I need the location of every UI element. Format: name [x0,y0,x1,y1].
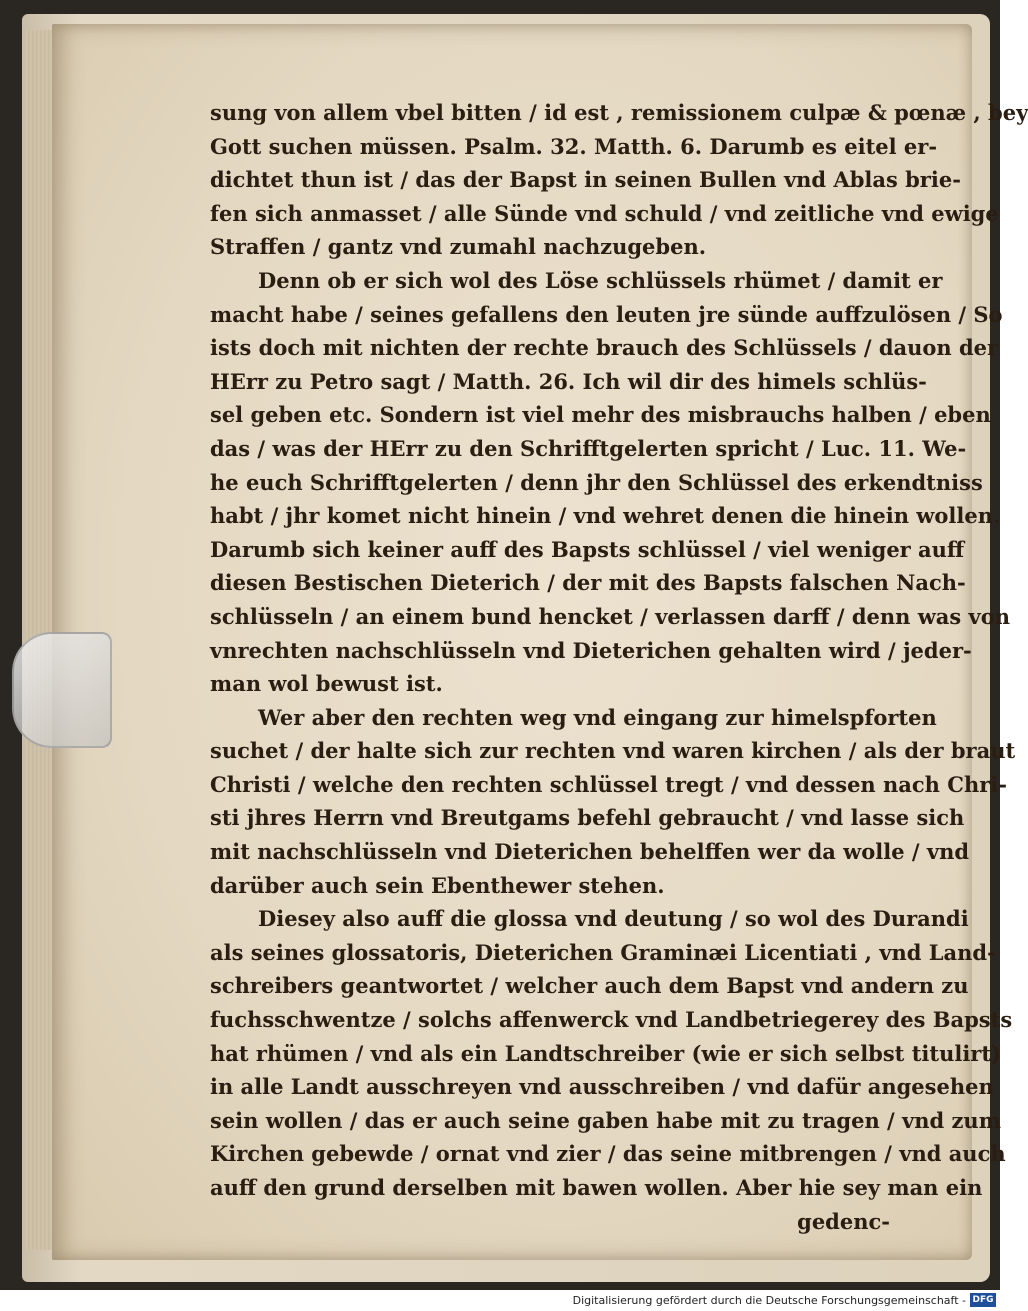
text-line: he euch Schrifftgelerten / denn jhr den Schlüssel des erkendtniss [210,469,983,495]
text-line: mit nachschlüsseln vnd Dieterichen behelffen wer da wolle / vnd [210,839,970,865]
text-line: in alle Landt ausschreyen vnd ausschreiben / vnd dafür angesehen [210,1074,994,1100]
text-line: suchet / der halte sich zur rechten vnd waren kirchen / als der braut [210,738,1016,764]
text-line: Wer aber den rechten weg vnd eingang zur himelspforten [258,704,937,730]
text-line: Diesey also auff die glossa vnd deutung / so wol des Durandi [258,906,969,932]
text-line: dichtet thun ist / das der Bapst in seinen Bullen vnd Ablas brie- [210,167,961,193]
text-line: HErr zu Petro sagt / Matth. 26. Ich wil dir des himels schlüs- [210,368,927,394]
footer-credit: Digitalisierung gefördert durch die Deutsche Forschungsgemeinschaft - [572,1294,966,1307]
text-line: schlüsseln / an einem bund hencket / verlassen darff / denn was von [210,603,1011,629]
text-line: ists doch mit nichten der rechte brauch des Schlüssels / dauon der [210,335,999,361]
text-line: habt / jhr komet nicht hinein / vnd wehret denen die hinein wollen. [210,503,1001,529]
page-text-block [210,96,1028,1238]
text-line: gedenc- [797,1208,890,1234]
text-line: sein wollen / das er auch seine gaben habe mit zu tragen / vnd zum [210,1107,1001,1133]
text-line: schreibers geantwortet / welcher auch dem Bapst vnd andern zu [210,973,969,999]
text-line: macht habe / seines gefallens den leuten jre sünde auffzulösen / So [210,301,1003,327]
text-line: diesen Bestischen Dieterich / der mit des Bapsts falschen Nach- [210,570,966,596]
text-line: das / was der HErr zu den Schrifftgelerten spricht / Luc. 11. We- [210,435,967,461]
text-line: hat rhümen / vnd als ein Landtschreiber (wie er sich selbst titulirt) [210,1040,1001,1066]
text-line: darüber auch sein Ebenthewer stehen. [210,872,665,898]
text-line: sel geben etc. Sondern ist viel mehr des misbrauchs halben / eben [210,402,991,428]
text-line: vnrechten nachschlüsseln vnd Dieterichen gehalten wird / jeder- [210,637,972,663]
text-line: Christi / welche den rechten schlüssel tregt / vnd dessen nach Chri- [210,771,1007,797]
text-line: Kirchen gebewde / ornat vnd zier / das seine mitbrengen / vnd auch [210,1141,1006,1167]
text-line: Gott suchen müssen. Psalm. 32. Matth. 6. Darumb es eitel er- [210,133,938,159]
page-clip [12,632,112,748]
text-line: fuchsschwentze / solchs affenwerck vnd Landbetriegerey des Bapsts [210,1007,1013,1033]
dfg-logo-icon: DFG [970,1293,996,1307]
text-line: fen sich anmasset / alle Sünde vnd schuld / vnd zeitliche vnd ewige [210,200,999,226]
text-line: Darumb sich keiner auff des Bapsts schlüssel / viel weniger auff [210,536,965,562]
text-line: sung von allem vbel bitten / id est , remissionem culpæ & pœnæ , bey [210,100,1028,125]
text-line: als seines glossatoris, Dieterichen Graminæi Licentiati , vnd Land- [210,939,996,965]
digitization-footer [0,1290,1000,1311]
text-line: auff den grund derselben mit bawen wollen. Aber hie sey man ein [210,1175,983,1200]
text-line: Denn ob er sich wol des Löse schlüssels rhümet / damit er [258,267,943,293]
text-line: Straffen / gantz vnd zumahl nachzugeben. [210,234,707,260]
text-line: sti jhres Herrn vnd Breutgams befehl gebraucht / vnd lasse sich [210,805,965,831]
text-line: man wol bewust ist. [210,671,443,697]
